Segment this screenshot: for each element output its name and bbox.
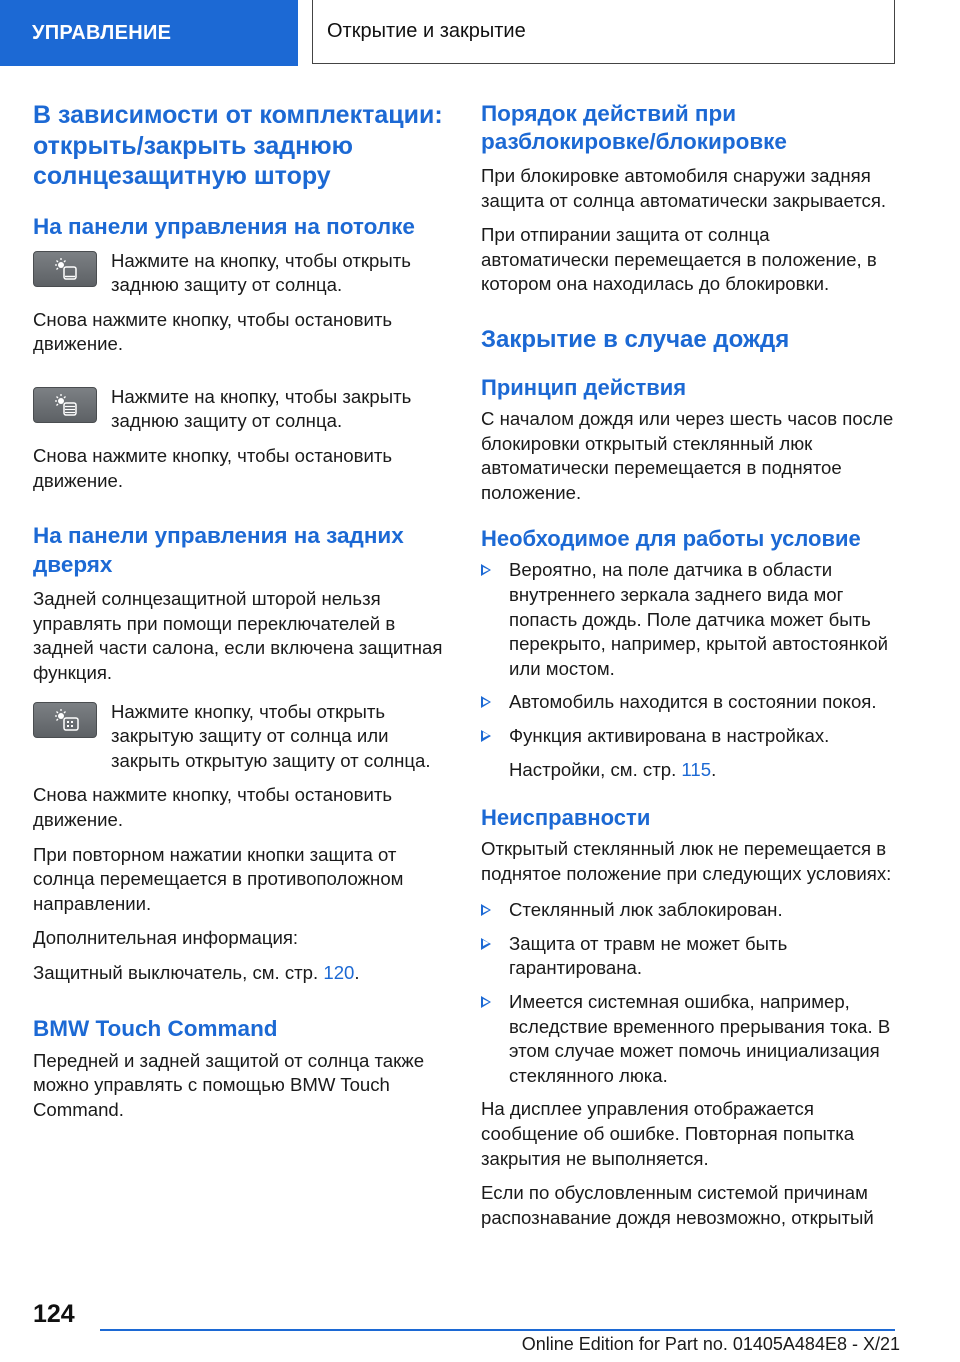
list-item: Стеклянный люк заблокирован. xyxy=(481,898,899,923)
roof-open-row xyxy=(33,249,448,298)
conditions-heading: Необходимое для работы условие xyxy=(481,526,861,552)
conditions-list xyxy=(481,558,899,748)
roof-open-text: Нажмите на кнопку, чтобы открыть заднюю защиту от солнца. xyxy=(111,249,411,296)
section-tab: УПРАВЛЕНИЕ xyxy=(0,0,298,66)
chapter-title: Открытие и закрытие xyxy=(312,0,895,64)
door-toggle-text: Нажмите кнопку, чтобы открыть закрытую защиту от солнца или закрыть открытую защиту от солнца. xyxy=(111,700,431,771)
list-item: Имеется системная ошибка, например, вследствие временного прерывания тока. В этом случае может помочь инициализация стеклянного люка. xyxy=(481,990,899,1088)
touch-command-heading: BMW Touch Command xyxy=(33,1015,278,1041)
bullet-triangle-icon xyxy=(481,730,491,742)
left-column xyxy=(33,100,448,1122)
sunshade-close-button-icon xyxy=(33,387,97,423)
rain-detection-text: Если по обусловленным системой причинам распознавание дождя невозможно, открытый xyxy=(481,1182,874,1228)
footer-divider xyxy=(100,1329,895,1331)
page-link-115[interactable]: 115 xyxy=(681,758,712,780)
roof-open-stop-text: Снова нажмите кнопку, чтобы остановить движение. xyxy=(33,308,393,355)
door-toggle-row xyxy=(33,700,448,774)
bullet-triangle-icon xyxy=(481,564,491,576)
door-repeat-text: При повторном нажатии кнопки защита от солнца перемещается в противоположном направлении. xyxy=(33,843,404,914)
rain-closing-heading: Закрытие в случае дождя xyxy=(481,325,790,353)
list-item: Функция активирована в настройках. xyxy=(481,724,899,749)
bullet-triangle-icon xyxy=(481,904,491,916)
roof-close-stop-text: Снова нажмите кнопку, чтобы остановить движение. xyxy=(33,445,393,491)
door-stop-text: Снова нажмите кнопку, чтобы остановить движение. xyxy=(33,784,393,830)
touch-command-text: Передней и задней защитой от солнца также можно управлять с помощью BMW Touch Command. xyxy=(33,1049,425,1120)
display-message-text: На дисплее управления отображается сообщение об ошибке. Повторная попытка закрытия не выполняется. xyxy=(481,1098,855,1169)
door-panel-intro: Задней солнцезащитной шторой нельзя управлять при помощи переключателей в задней части салона, если включена защитная функция. xyxy=(33,588,443,684)
principle-heading: Принцип действия xyxy=(481,374,687,400)
section-title: В зависимости от комплектации: открыть/закрыть заднюю солнцезащитную штору xyxy=(33,101,443,190)
page-number: 124 xyxy=(33,1300,75,1328)
page-header xyxy=(0,0,960,66)
protective-switch-ref: Защитный выключатель, см. стр. 120. xyxy=(33,961,360,983)
right-column xyxy=(481,100,899,1230)
sunshade-open-button-icon xyxy=(33,251,97,287)
bullet-triangle-icon xyxy=(481,938,491,950)
settings-ref: Настройки, см. стр. 115. xyxy=(509,758,717,780)
lock-text-2: При отпирании защита от солнца автоматически перемещается в положение, в котором она находилась до блокировки. xyxy=(481,224,877,295)
roof-close-row xyxy=(33,385,448,434)
lock-procedure-heading: Порядок действий при разблокировке/блокировке xyxy=(481,101,787,154)
more-info-label: Дополнительная информация: xyxy=(33,927,299,949)
faults-list xyxy=(481,898,899,1088)
bullet-triangle-icon xyxy=(481,696,491,708)
faults-intro: Открытый стеклянный люк не перемещается в поднятое положение при следующих условиях: xyxy=(481,838,892,884)
lock-text-1: При блокировке автомобиля снаружи задняя защита от солнца автоматически закрывается. xyxy=(481,165,887,211)
list-item: Вероятно, на поле датчика в области внутреннего зеркала заднего вида мог попасть дождь. Поле датчика может быть перекрыто, например, крытой автостоянкой или мостом. xyxy=(481,558,899,681)
list-item: Защита от травм не может быть гарантирована. xyxy=(481,932,899,981)
principle-text: С началом дождя или через шесть часов после блокировки открытый стеклянный люк автоматически перемещается в поднятое положение. xyxy=(481,407,894,503)
list-item: Автомобиль находится в состоянии покоя. xyxy=(481,690,899,715)
page-link-120[interactable]: 120 xyxy=(323,961,355,983)
rear-sunshade-button-icon xyxy=(33,702,97,738)
roof-close-text: Нажмите на кнопку, чтобы закрыть заднюю защиту от солнца. xyxy=(111,385,412,432)
edition-info: Online Edition for Part no. 01405A484E8 - X/21 xyxy=(521,1334,900,1354)
faults-heading: Неисправности xyxy=(481,805,651,831)
door-panel-heading: На панели управления на задних дверях xyxy=(33,523,404,578)
roof-panel-heading: На панели управления на потолке xyxy=(33,213,415,239)
bullet-triangle-icon xyxy=(481,996,491,1008)
